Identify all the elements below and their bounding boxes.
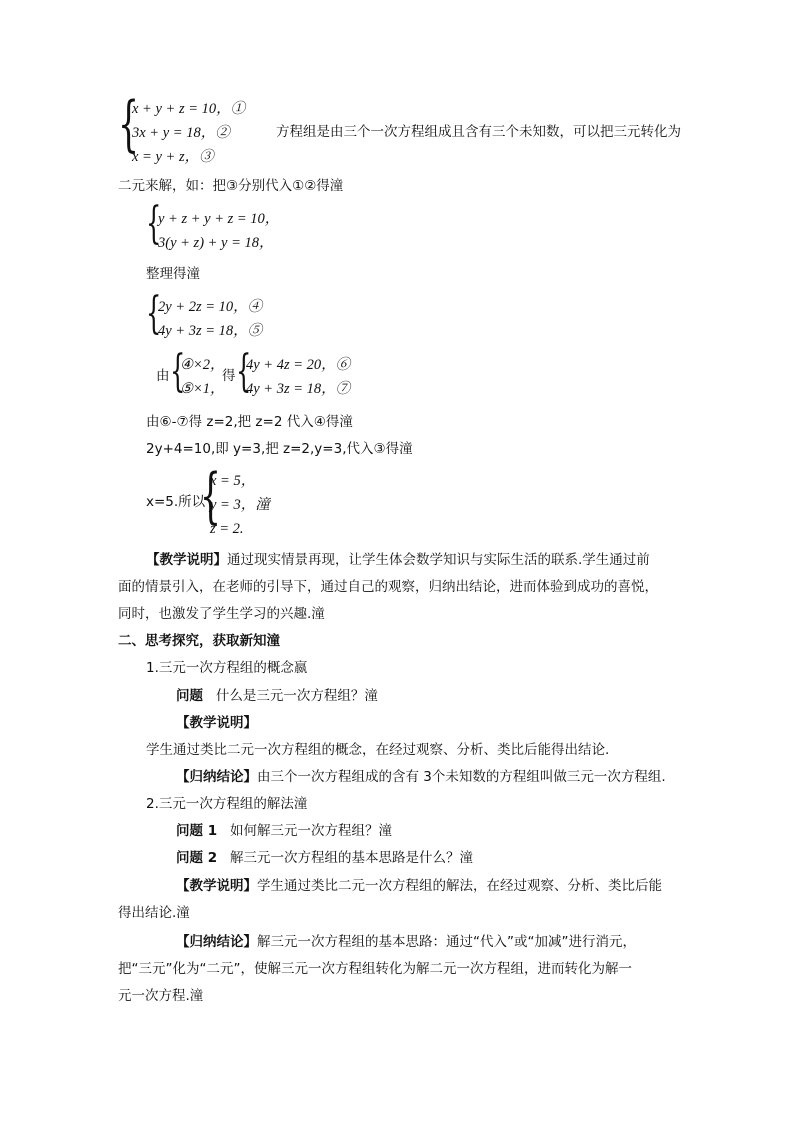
left-brace: { bbox=[236, 346, 252, 397]
question-text: 什么是三元一次方程组？潼 bbox=[215, 688, 378, 704]
equation-line: ⑤×1， bbox=[180, 381, 225, 397]
equation-line: y + z + y + z = 10， bbox=[158, 211, 280, 227]
note-line: 同时，也激发了学生学习的兴趣.潼 bbox=[118, 606, 325, 622]
note-text: 学生通过类比二元一次方程组的解法，在经过观察、分析、类比后能 bbox=[257, 878, 662, 894]
note-line: 得出结论.潼 bbox=[118, 905, 190, 921]
note-label: 【教学说明】 bbox=[176, 878, 257, 894]
equation-line: 2y + 2z = 10，④ bbox=[158, 299, 263, 315]
conclusion-text: 由三个一次方程组成的含有 3个未知数的方程组叫做三元一次方程组. bbox=[257, 769, 666, 785]
paragraph-line: x=5.所以 bbox=[146, 494, 206, 510]
paragraph-line: 2y+4=10,即 y=3,把 z=2,y=3,代入③得潼 bbox=[146, 441, 413, 457]
question-label: 问题 bbox=[176, 688, 203, 704]
equation-line: x + y + z = 10，① bbox=[132, 101, 246, 117]
conclusion-line bbox=[176, 936, 636, 950]
note-line bbox=[176, 880, 662, 894]
left-brace: { bbox=[200, 461, 222, 531]
paragraph-line: 整理得潼 bbox=[146, 266, 200, 282]
note-text: 通过现实情景再现，让学生体会数学知识与实际生活的联系.学生通过前 bbox=[227, 552, 650, 568]
equation-line: 4y + 3z = 18，⑤ bbox=[158, 323, 263, 339]
left-brace: { bbox=[146, 288, 162, 339]
note-line: 面的情景引入，在老师的引导下，通过自己的观察，归纳出结论，进而体验到成功的喜悦， bbox=[118, 579, 658, 595]
subsection-heading: 1.三元一次方程组的概念嬴 bbox=[146, 660, 308, 676]
equation-line: y = 3，潼 bbox=[210, 497, 270, 513]
equation-line: x = y + z，③ bbox=[132, 149, 214, 165]
question-label: 问题 1 bbox=[176, 823, 218, 839]
equation-line: 4y + 4z = 20，⑥ bbox=[246, 357, 351, 373]
paragraph-line: 由⑥-⑦得 z=2,把 z=2 代入④得潼 bbox=[146, 414, 353, 430]
left-brace: { bbox=[118, 89, 140, 159]
note-text: 学生通过类比二元一次方程组的概念，在经过观察、分析、类比后能得出结论. bbox=[146, 742, 610, 758]
left-brace: { bbox=[170, 346, 186, 397]
paragraph-line: 二元来解，如：把③分别代入①②得潼 bbox=[118, 178, 344, 194]
equation-line: z = 2. bbox=[210, 521, 244, 537]
conclusion-line bbox=[176, 771, 666, 785]
label-de: 得 bbox=[222, 368, 236, 384]
note-line bbox=[146, 554, 650, 568]
equation-line: x = 5， bbox=[210, 473, 256, 489]
question-label: 问题 2 bbox=[176, 850, 218, 866]
description-text: 方程组是由三个一次方程组成且含有三个未知数，可以把三元转化为 bbox=[276, 124, 681, 140]
question-line bbox=[176, 690, 378, 704]
equation-line: 3(y + z) + y = 18， bbox=[158, 235, 274, 251]
note-label: 【教学说明】 bbox=[146, 552, 227, 568]
equation-line: 3x + y = 18，② bbox=[132, 125, 230, 141]
question-line bbox=[176, 852, 473, 866]
conclusion-line: 把“三元”化为“二元”，使解三元一次方程组转化为解二元一次方程组，进而转化为解一 bbox=[118, 961, 632, 977]
label-you: 由 bbox=[156, 368, 170, 384]
question-text: 解三元一次方程组的基本思路是什么？潼 bbox=[229, 850, 473, 866]
section-heading: 二、思考探究，获取新知潼 bbox=[118, 633, 280, 649]
conclusion-text: 解三元一次方程组的基本思路：通过“代入”或“加减”进行消元， bbox=[257, 934, 636, 950]
question-text: 如何解三元一次方程组？潼 bbox=[229, 823, 392, 839]
conclusion-label: 【归纳结论】 bbox=[176, 934, 257, 950]
question-line bbox=[176, 825, 392, 839]
left-brace: { bbox=[146, 198, 162, 249]
equation-line: ④×2， bbox=[180, 357, 225, 373]
note-label: 【教学说明】 bbox=[176, 715, 257, 731]
subsection-heading: 2.三元一次方程组的解法潼 bbox=[146, 796, 308, 812]
conclusion-label: 【归纳结论】 bbox=[176, 769, 257, 785]
equation-line: 4y + 3z = 18，⑦ bbox=[246, 381, 351, 397]
conclusion-line: 元一次方程.潼 bbox=[118, 988, 204, 1004]
